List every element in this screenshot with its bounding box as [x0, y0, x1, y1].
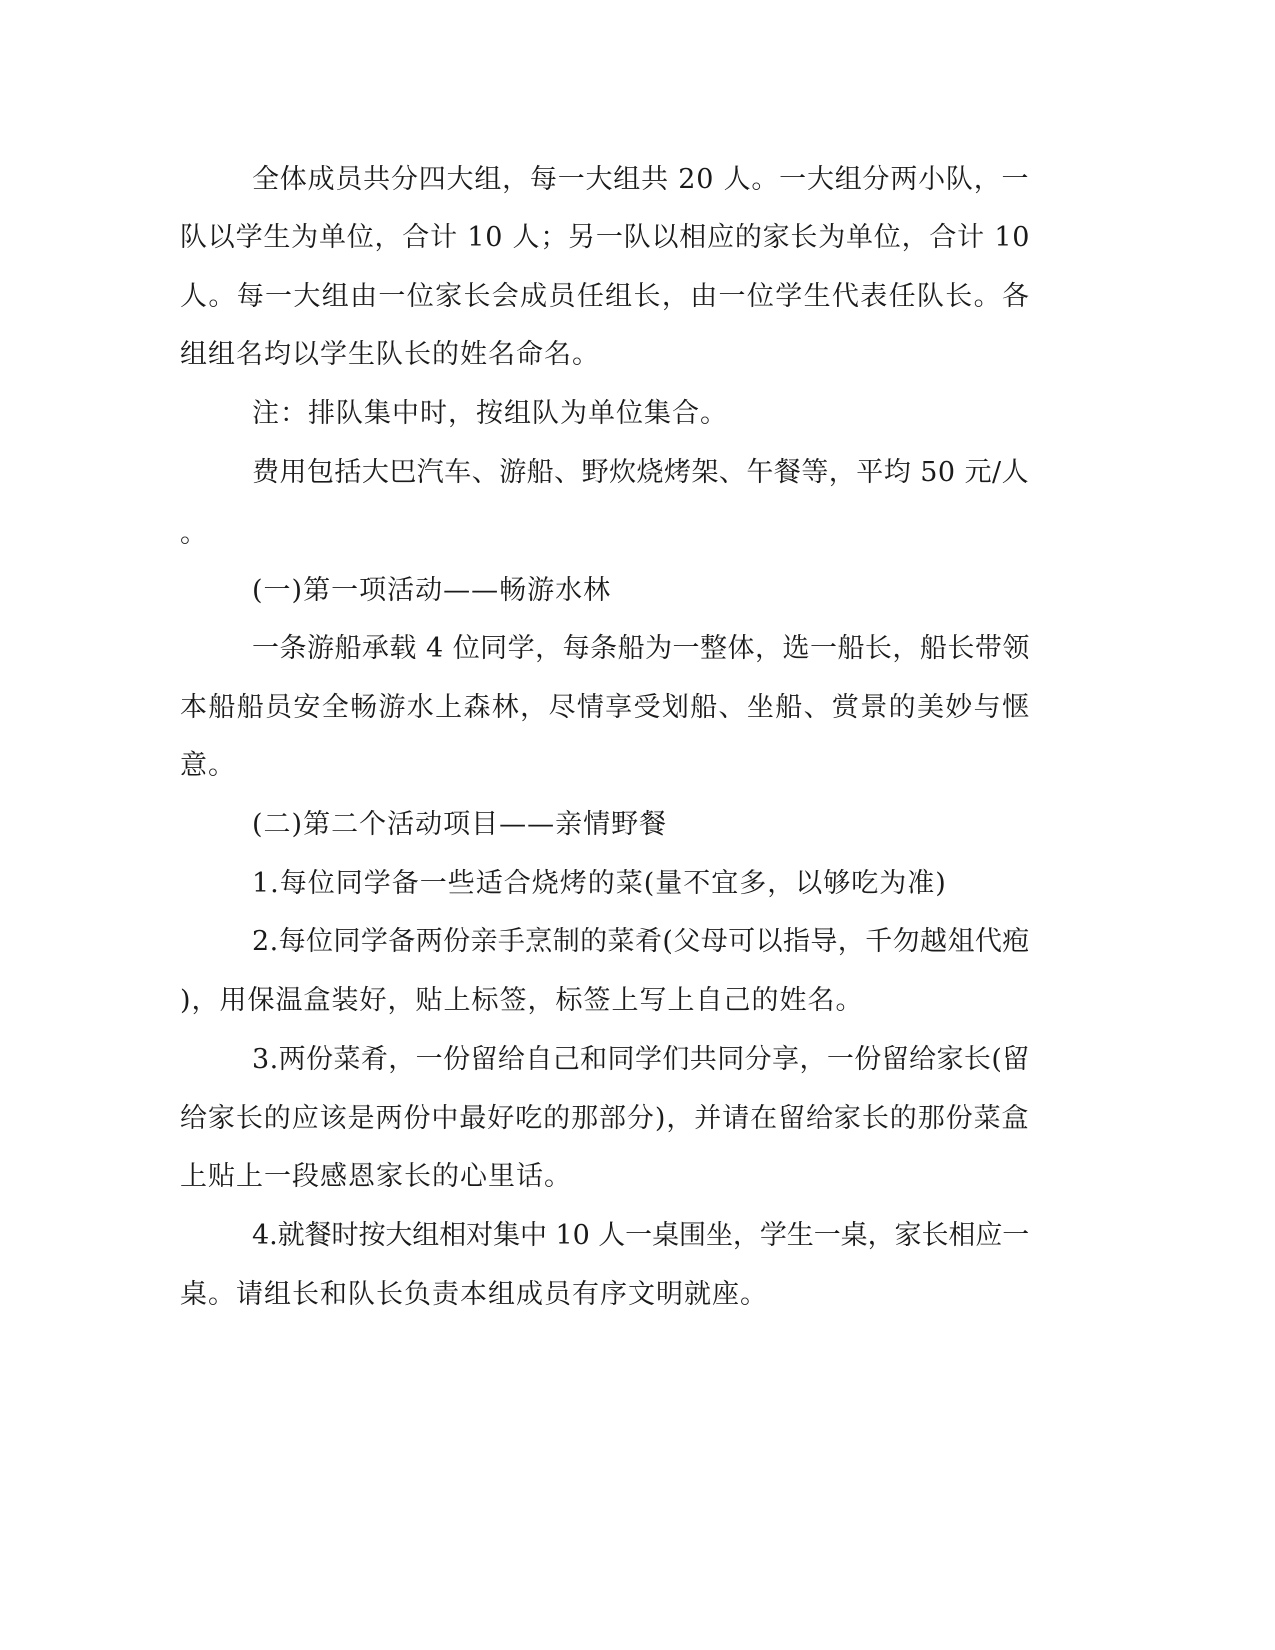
text-line: (二)第二个活动项目——亲情野餐 [252, 809, 668, 840]
text-line: 注：排队集中时，按组队为单位集合。 [252, 398, 728, 429]
text-line: 队以学生为单位，合计 10 人；另一队以相应的家长为单位，合计 10 [180, 222, 1031, 253]
text-line: 4.就餐时按大组相对集中 10 人一桌围坐，学生一桌，家长相应一 [252, 1220, 1030, 1251]
text-line: 费用包括大巴汽车、游船、野炊烧烤架、午餐等，平均 50 元/人 [252, 457, 1030, 488]
text-line: 全体成员共分四大组，每一大组共 20 人。一大组分两小队，一 [252, 164, 1030, 195]
text-line: )，用保温盒装好，贴上标签，标签上写上自己的姓名。 [180, 985, 864, 1016]
text-line: 。 [180, 518, 208, 549]
text-line: 桌。请组长和队长负责本组成员有序文明就座。 [180, 1279, 768, 1310]
text-line: (一)第一项活动——畅游水林 [252, 575, 612, 606]
text-line: 本船船员安全畅游水上森林，尽情享受划船、坐船、赏景的美妙与惬 [180, 692, 1031, 723]
text-line: 组组名均以学生队长的姓名命名。 [180, 339, 600, 370]
text-line: 人。每一大组由一位家长会成员任组长，由一位学生代表任队长。各 [180, 281, 1031, 312]
text-line: 2.每位同学备两份亲手烹制的菜肴(父母可以指导，千勿越俎代疱 [252, 926, 1030, 957]
text-line: 上贴上一段感恩家长的心里话。 [180, 1161, 572, 1192]
text-line: 给家长的应该是两份中最好吃的那部分)，并请在留给家长的那份菜盒 [180, 1103, 1030, 1134]
text-line: 意。 [180, 750, 236, 781]
text-line: 3.两份菜肴，一份留给自己和同学们共同分享，一份留给家长(留 [252, 1044, 1030, 1075]
text-line: 1.每位同学备一些适合烧烤的菜(量不宜多，以够吃为准) [252, 868, 947, 899]
text-line: 一条游船承载 4 位同学，每条船为一整体，选一船长，船长带领 [252, 633, 1030, 664]
